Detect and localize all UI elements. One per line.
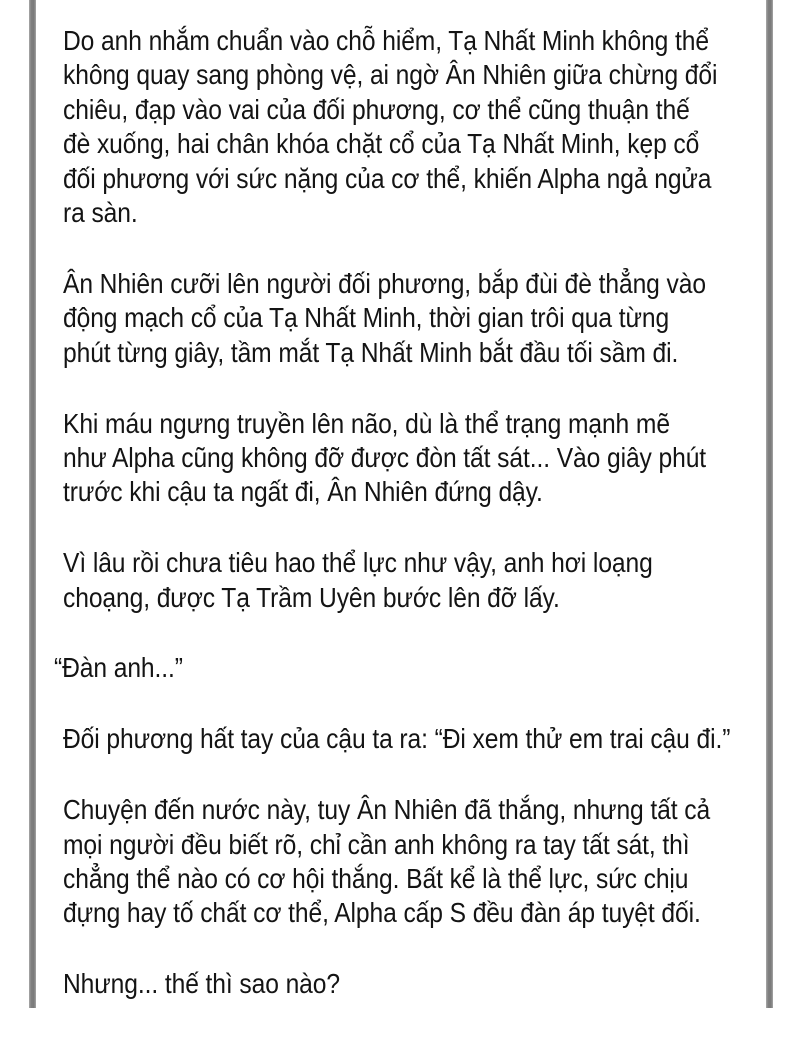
right-frame-border: [766, 0, 773, 1008]
text-line: Do anh nhắm chuẩn vào chỗ hiểm, Tạ Nhất Minh không thể: [63, 25, 709, 56]
text-line: động mạch cổ của Tạ Nhất Minh, thời gian trôi qua từng: [63, 302, 670, 334]
text-line: Chuyện đến nước này, tuy Ân Nhiên đã thắng, nhưng tất cả: [63, 794, 711, 826]
dialogue-paragraph: [54, 651, 763, 685]
story-text-body: [54, 24, 763, 1038]
text-line: Đối phương hất tay của cậu ta ra: “Đi xem thử em trai cậu đi.”: [63, 723, 731, 755]
text-line: Khi máu ngưng truyền lên não, dù là thể trạng mạnh mẽ: [63, 407, 670, 439]
text-line: như Alpha cũng không đỡ được đòn tất sát... Vào giây phút: [63, 441, 707, 473]
paragraph-7: [63, 793, 763, 931]
text-line: phút từng giây, tầm mắt Tạ Nhất Minh bắt đầu tối sầm đi.: [63, 336, 679, 368]
text-line: trước khi cậu ta ngất đi, Ân Nhiên đứng dậy.: [63, 476, 543, 508]
text-line: chẳng thể nào có cơ hội thắng. Bất kể là thể lực, sức chịu: [63, 863, 689, 895]
text-line: Vì lâu rồi chưa tiêu hao thể lực như vậy, anh hơi loạng: [63, 547, 653, 579]
text-line: đè xuống, hai chân khóa chặt cổ của Tạ Nhất Minh, kẹp cổ: [63, 128, 700, 160]
paragraph-6: [63, 722, 763, 756]
text-line: Nhưng... thế thì sao nào?: [63, 968, 340, 1000]
paragraph-3: [63, 407, 763, 510]
text-line: Ân Nhiên cưỡi lên người đối phương, bắp đùi đè thẳng vào: [63, 267, 706, 299]
text-line: mọi người đều biết rõ, chỉ cần anh không ra tay tất sát, thì: [63, 828, 690, 860]
text-line: ra sàn.: [63, 196, 138, 228]
text-line: choạng, được Tạ Trầm Uyên bước lên đỡ lấy.: [63, 581, 560, 613]
text-line: “Đàn anh...”: [54, 652, 183, 684]
text-line: không quay sang phòng vệ, ai ngờ Ân Nhiên giữa chừng đổi: [63, 59, 718, 91]
left-frame-border: [29, 0, 36, 1008]
paragraph-1: [63, 24, 763, 230]
text-line: đựng hay tố chất cơ thể, Alpha cấp S đều đàn áp tuyệt đối.: [63, 897, 701, 929]
text-line: chiêu, đạp vào vai của đối phương, cơ thể cũng thuận thế: [63, 93, 690, 125]
paragraph-8: [63, 967, 763, 1001]
paragraph-4: [63, 546, 763, 615]
paragraph-2: [63, 267, 763, 370]
text-line: đối phương với sức nặng của cơ thể, khiến Alpha ngả ngửa: [63, 162, 712, 194]
